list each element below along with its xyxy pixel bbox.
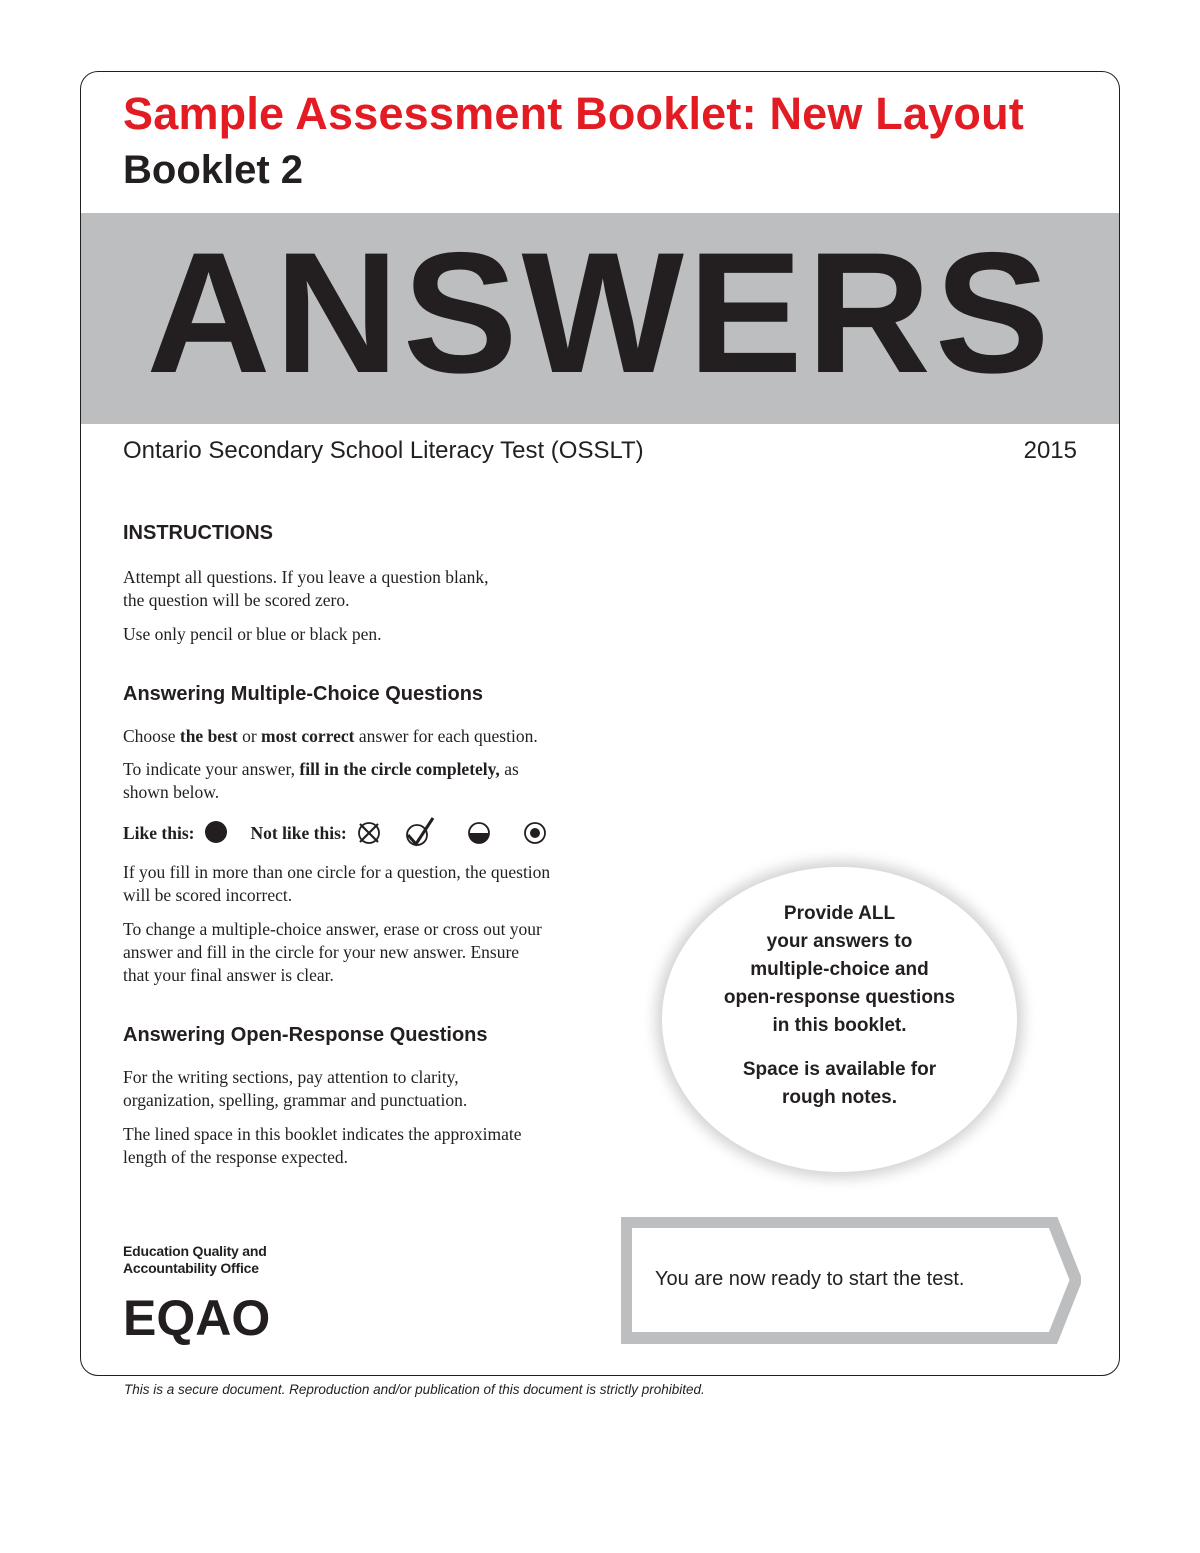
or-paragraph-2: The lined space in this booklet indicates the approximate length of the response expected. [123,1124,522,1167]
answers-banner [81,213,1119,424]
mc-paragraph-1: Choose the best or most correct answer for each question. [123,726,538,746]
like-this-label: Like this: [123,822,195,843]
instructions-paragraph-2: Use only pencil or blue or black pen. [123,624,382,644]
mc-paragraph-2: To indicate your answer, fill in the circle completely, as shown below. [123,759,519,802]
instructions-paragraph-1: Attempt all questions. If you leave a question blank, the question will be scored zero. [123,567,489,610]
dotted-circle-icon [513,818,557,848]
test-year: 2015 [1023,437,1077,464]
booklet-number: Booklet 2 [123,148,304,192]
checkmark-circle-icon [397,816,453,850]
multiple-choice-heading: Answering Multiple-Choice Questions [123,683,484,705]
booklet-cover [80,71,1120,1376]
filled-circle-icon [194,818,234,848]
svg-text:EQAO: EQAO [123,1290,271,1345]
mc-paragraph-4: To change a multiple-choice answer, erase or cross out your answer and fill in the circle for your new answer. Ensure that your final answer is clear. [123,919,542,985]
eqao-logo [123,1285,303,1345]
fill-example-row [123,818,557,848]
callout-main-text: Provide ALL your answers to multiple-choice and open-response questions in this booklet. [723,903,956,1036]
half-filled-circle-icon [457,818,501,848]
booklet-title: Sample Assessment Booklet: New Layout [123,88,1024,139]
open-response-heading: Answering Open-Response Questions [123,1024,488,1046]
mc-paragraph-3: If you fill in more than one circle for a question, the question will be scored incorrect. [123,862,551,905]
test-name: Ontario Secondary School Literacy Test (OSSLT) [123,437,644,464]
callout-note-text: Space is available for rough notes. [742,1059,937,1108]
or-paragraph-1: For the writing sections, pay attention to clarity, organization, spelling, grammar and punctuation. [123,1067,468,1110]
answers-callout [662,867,1017,1172]
crossed-circle-icon [347,818,387,848]
ready-message: You are now ready to start the test. [655,1268,965,1290]
instructions-heading: INSTRUCTIONS [123,522,273,544]
banner-text: ANSWERS [146,217,1054,409]
not-like-this-label: Not like this: [250,822,347,843]
secure-document-notice: This is a secure document. Reproduction and/or publication of this document is strictly prohibited. [124,1382,705,1397]
organization-name: Education Quality and Accountability Office [123,1243,267,1276]
